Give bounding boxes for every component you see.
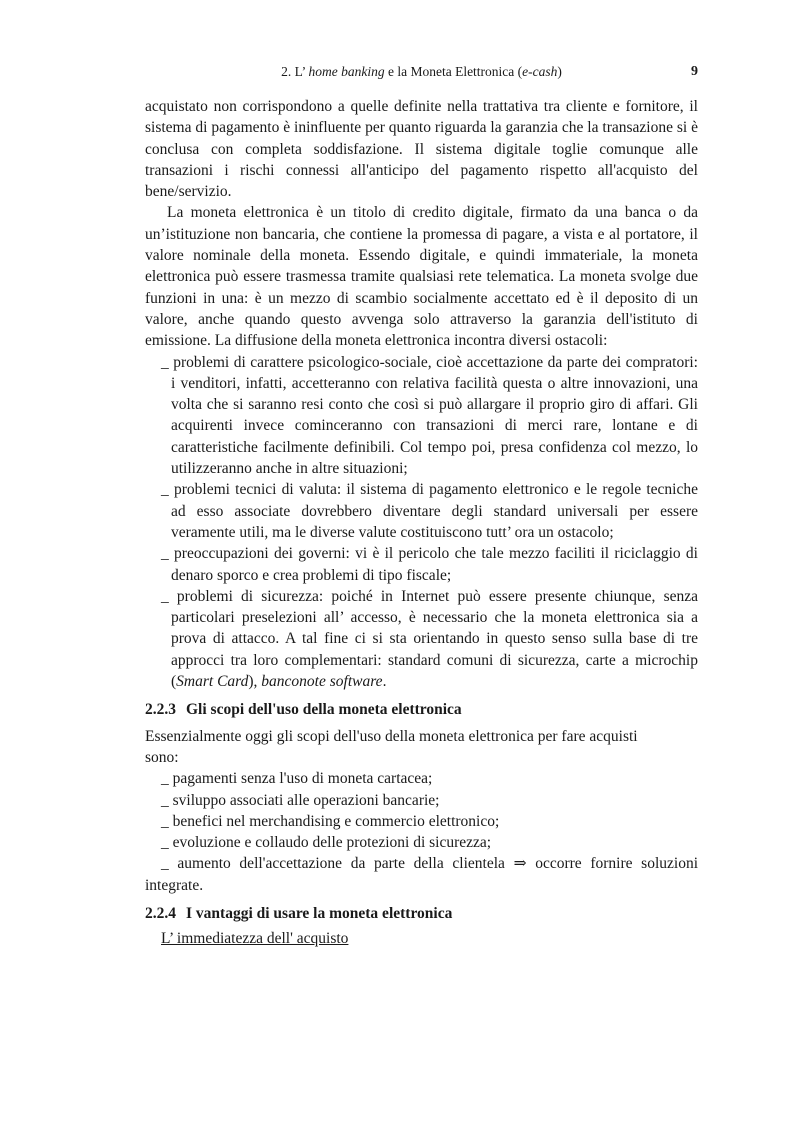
scopes-intro: Essenzialmente oggi gli scopi dell'uso della moneta elettronica per fare acquisti sono: [145, 727, 638, 766]
list-item: _ pagamenti senza l'uso di moneta cartacea; [161, 770, 433, 788]
section-heading-advantages: 2.2.4 I vantaggi di usare la moneta elettronica [145, 904, 453, 922]
list-item: _ problemi tecnici di valuta: il sistema di pagamento elettronico e le regole tecniche ad esso associate dovrebbero diventare degli standard universali per essere veramente utili, ma le diverse valute costituiscono tutt’ ora un ostacolo; [161, 481, 698, 541]
list-item: _ preoccupazioni dei governi: vi è il pericolo che tale mezzo faciliti il riciclaggio di denaro sporco e crea problemi di tipo fiscale; [161, 545, 698, 584]
implies-arrow: ⇒ [513, 855, 527, 873]
list-item: _ benefici nel merchandising e commercio elettronico; [161, 812, 500, 830]
list-item-last: _ aumento dell'accettazione da parte della clientela ⇒ occorre fornire soluzioni integrate. [145, 855, 698, 894]
list-item: _ problemi di carattere psicologico-sociale, cioè accettazione da parte dei compratori: i venditori, infatti, accetteranno con relativa facilità questa o altre innovazioni, una volta che si saranno resi conto che così si può allargare il proprio giro di affari. Gli acquirenti invece cominceranno con transazioni di merci rare, lontane e di caratteristiche facilmente definibili. Col tempo poi, presa confidenza col mezzo, lo utilizzeranno anche in altre situazioni; [161, 353, 698, 478]
obstacles-list [145, 352, 698, 693]
subheading-immediacy: L’ immediatezza dell' acquisto [161, 930, 349, 948]
paragraph-definition: La moneta elettronica è un titolo di credito digitale, firmato da una banca o da un’istituzione non bancaria, che contiene la promessa di pagare, a vista e al portatore, il valore nominale della moneta. Essendo digitale, e quindi immateriale, la moneta elettronica può essere trasmessa tramite qualsiasi rete telematica. La moneta svolge due funzioni in una: è un mezzo di scambio socialmente accettato ed è il deposito di un valore, anche quando questo avvenga solo attraverso la garanzia dell'istituto di emissione. La diffusione della moneta elettronica incontra diversi ostacoli: [145, 204, 698, 350]
scopes-list [145, 768, 698, 853]
body-text [145, 96, 698, 950]
paragraph-continuation: acquistato non corrispondono a quelle definite nella trattativa tra cliente e fornitore, il sistema di pagamento è ininfluente per quanto riguarda la garanzia che la transazione si è conclusa con completa soddisfazione. Il sistema digitale toglie comunque alle transazioni i rischi connessi all'anticipo del pagamento rispetto all'acquisto del bene/servizio. [145, 98, 698, 201]
list-item: _ evoluzione e collaudo delle protezioni di sicurezza; [161, 834, 492, 852]
header-title: 2. L’ home banking e la Moneta Elettronica (e-cash) [281, 64, 562, 79]
list-item: _ problemi di sicurezza: poiché in Internet può essere presente chiunque, senza particolari preselezioni all’ accesso, è necessario che la moneta elettronica sia a prova di attacco. A tal fine ci si sta orientando in questo senso sulla base di tre approcci tra loro complementari: standard comuni di sicurezza, carte a microchip (Smart Card), banconote software. [161, 587, 698, 691]
page-number: 9 [691, 64, 698, 79]
list-item: _ sviluppo associati alle operazioni bancarie; [161, 791, 440, 809]
section-heading-scopes: 2.2.3 Gli scopi dell'uso della moneta elettronica [145, 701, 462, 719]
running-header [145, 64, 698, 84]
